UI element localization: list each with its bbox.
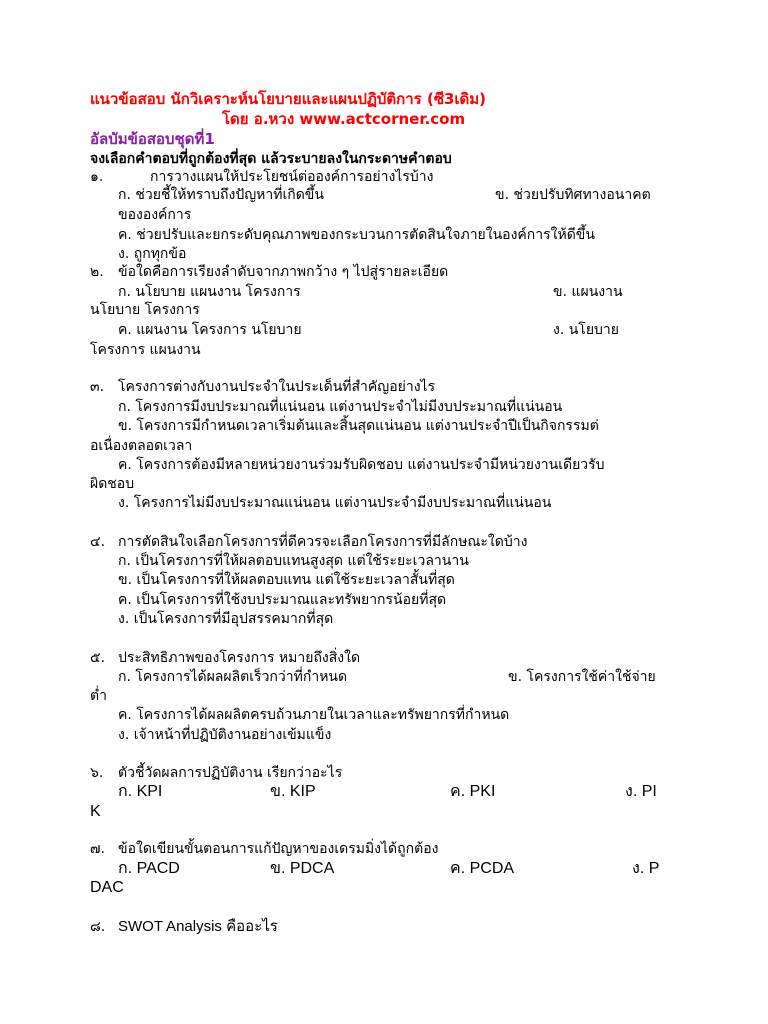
q1-text: การวางแผนให้ประโยชน์ต่อองค์การอย่างไรบ้าง — [150, 169, 434, 185]
q1-option-d: ง. ถูกทุกข้อ — [118, 246, 187, 262]
q6-option-b: ข. KIP — [270, 783, 316, 800]
q4-option-b: ข. เป็นโครงการที่ให้ผลตอบแทน แต่ใช้ระยะเวลาสั้นที่สุด — [118, 572, 455, 588]
q6-number: ๖. — [90, 765, 104, 781]
q7-text: ข้อใดเขียนขั้นตอนการแก้ปัญหาของเดรมมิ่งได้ถูกต้อง — [118, 841, 439, 857]
q2-option-d: ง. นโยบาย — [553, 322, 619, 338]
q5-text: ประสิทธิภาพของโครงการ หมายถึงสิ่งใด — [118, 650, 361, 666]
q3-option-b: ข. โครงการมีกำหนดเวลาเริ่มต้นและสิ้นสุดแน่นอน แต่งานประจำปีเป็นกิจกรรมต่ — [118, 418, 599, 434]
instruction: จงเลือกคำตอบที่ถูกต้องที่สุด แล้วระบายลงในกระดาษคำตอบ — [90, 151, 452, 167]
q1-option-b-cont: ขององค์การ — [118, 207, 192, 223]
q3-number: ๓. — [90, 379, 105, 395]
doc-author: โดย อ.หวง www.actcorner.com — [222, 110, 466, 128]
q8-number: ๘. — [90, 919, 106, 935]
q6-text: ตัวชี้วัดผลการปฏิบัติงาน เรียกว่าอะไร — [118, 765, 343, 781]
album-title: อัลบัมข้อสอบชุดที่1 — [90, 130, 215, 148]
q3-option-d: ง. โครงการไม่มีงบประมาณแน่นอน แต่งานประจำมีงบประมาณที่แน่นอน — [118, 495, 552, 511]
q5-option-a: ก. โครงการได้ผลผลิตเร็วกว่าที่กำหนด — [118, 669, 348, 685]
q4-option-a: ก. เป็นโครงการที่ให้ผลตอบแทนสูงสุด แต่ใช้ระยะเวลานาน — [118, 553, 469, 569]
q3-text: โครงการต่างกับงานประจำในประเด็นที่สำคัญอย่างไร — [118, 379, 436, 395]
q1-option-c: ค. ช่วยปรับและยกระดับคุณภาพของกระบวนการตัดสินใจภายในองค์การให้ดีขึ้น — [118, 227, 595, 243]
q1-option-b: ข. ช่วยปรับทิศทางอนาคต — [495, 187, 651, 203]
q1-option-a: ก. ช่วยชี้ให้ทราบถึงปัญหาที่เกิดขึ้น — [118, 187, 324, 203]
q4-number: ๔. — [90, 534, 106, 550]
q7-option-c: ค. PCDA — [450, 860, 515, 877]
q5-option-b: ข. โครงการใช้ค่าใช้จ่าย — [508, 669, 656, 685]
q3-option-a: ก. โครงการมีงบประมาณที่แน่นอน แต่งานประจำไม่มีงบประมาณที่แน่นอน — [118, 399, 563, 415]
q2-option-b-cont: นโยบาย โครงการ — [90, 302, 200, 318]
q7-number: ๗. — [90, 841, 105, 857]
q5-option-b-cont: ต่ำ — [90, 688, 107, 704]
q3-option-c: ค. โครงการต้องมีหลายหน่วยงานร่วมรับผิดชอบ แต่งานประจำมีหน่วยงานเดียวรับ — [118, 457, 605, 473]
q4-text: การตัดสินใจเลือกโครงการที่ดีควรจะเลือกโครงการที่มีลักษณะใดบ้าง — [118, 534, 528, 550]
q6-option-d: ง. PI — [625, 783, 657, 800]
q2-option-b: ข. แผนงาน — [553, 284, 623, 300]
q2-option-c: ค. แผนงาน โครงการ นโยบาย — [118, 322, 302, 338]
q4-option-d: ง. เป็นโครงการที่มีอุปสรรคมากที่สุด — [118, 611, 334, 627]
q5-option-d: ง. เจ้าหน้าที่ปฏิบัติงานอย่างเข้มแข็ง — [118, 727, 332, 743]
q3-option-c-cont: ผิดชอบ — [90, 476, 135, 492]
q5-option-c: ค. โครงการได้ผลผลิตครบถ้วนภายในเวลาและทรัพยากรที่กำหนด — [118, 707, 510, 723]
q6-option-c: ค. PKI — [450, 783, 496, 800]
q6-option-d-cont: K — [90, 803, 101, 820]
q5-number: ๕. — [90, 650, 106, 666]
q2-option-d-cont: โครงการ แผนงาน — [90, 342, 201, 358]
q2-text: ข้อใดคือการเรียงลำดับจากภาพกว้าง ๆ ไปสู่รายละเอียด — [118, 264, 449, 280]
q4-option-c: ค. เป็นโครงการที่ใช้งบประมาณและทรัพยากรน้อยที่สุด — [118, 592, 447, 608]
q7-option-d-cont: DAC — [90, 879, 124, 896]
q3-option-b-cont: อเนื่องตลอดเวลา — [90, 438, 193, 454]
q8-text: SWOT Analysis คืออะไร — [118, 918, 278, 935]
q7-option-b: ข. PDCA — [270, 860, 335, 877]
q1-number: ๑. — [90, 169, 104, 185]
q7-option-d: ง. P — [632, 860, 660, 877]
q6-option-a: ก. KPI — [118, 783, 163, 800]
doc-title: แนวข้อสอบ นักวิเคราะห์นโยบายและแผนปฏิบัติการ (ซี3เดิม) — [90, 90, 487, 108]
q2-option-a: ก. นโยบาย แผนงาน โครงการ — [118, 284, 301, 300]
q7-option-a: ก. PACD — [118, 860, 180, 877]
q2-number: ๒. — [90, 264, 104, 280]
